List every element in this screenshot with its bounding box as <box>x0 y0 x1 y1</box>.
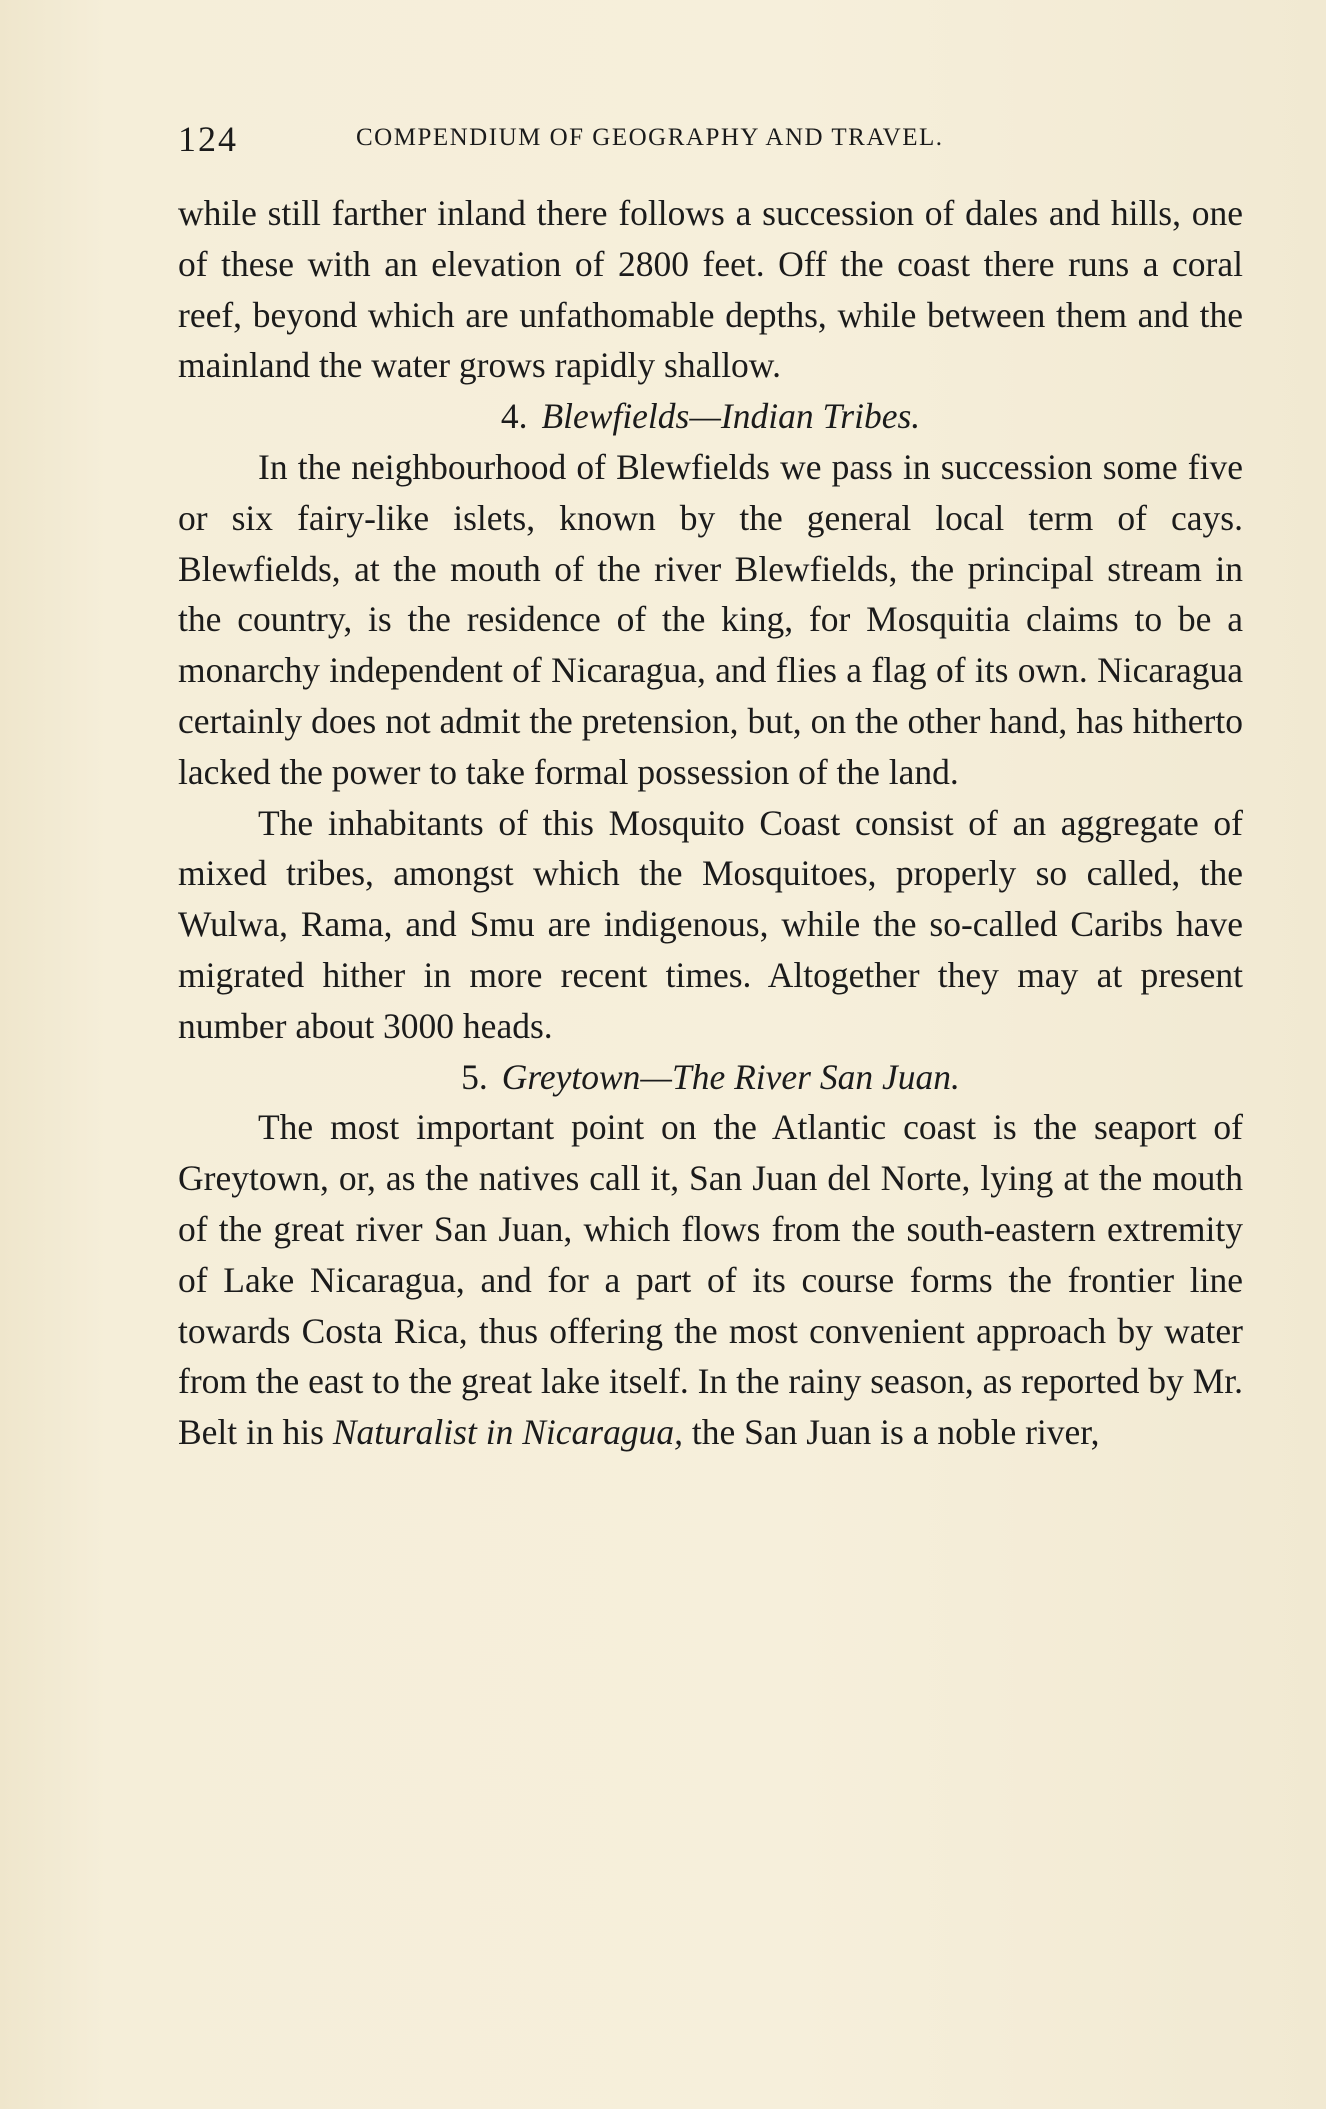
paragraph <box>178 1102 1243 1458</box>
paragraph-text: the San Juan is a noble river, <box>682 1412 1100 1453</box>
paragraph-text: The most important point on the Atlantic coast is the seaport of Greytown, or, as the natives call it, San Juan del Norte, lying at the mouth of the great river San Juan, which flows from the south-eastern extremity of Lake Nicaragua, and for a part of its course forms the frontier line towards Costa Rica, thus offering the most convenient approach by water from the east to the great lake itself. In the rainy season, as reported by Mr. Belt in his <box>178 1107 1243 1453</box>
body-text <box>178 188 1243 1458</box>
running-title: COMPENDIUM OF GEOGRAPHY AND TRAVEL. <box>356 124 944 151</box>
continuation-paragraph: while still farther inland there follows a succession of dales and hills, one of these with an elevation of 2800 feet. Off the coast there runs a coral reef, beyond which are unfathomable depths, while between them and the mainland the water grows rapidly shallow. <box>178 193 1243 386</box>
section-title: Greytown—The River San Juan. <box>501 1056 960 1097</box>
book-title: Naturalist in Nicaragua, <box>332 1412 683 1453</box>
paragraph: The inhabitants of this Mosquito Coast consist of an aggregate of mixed tribes, amongst which the Mosquitoes, properly so called, the Wulwa, Rama, and Smu are indigenous, while the so-called Caribs have migrated hither in more recent times. Altogether they may at present number about 3000 heads. <box>178 802 1243 1046</box>
page-number: 124 <box>178 119 238 159</box>
section-heading-5 <box>178 1052 1243 1103</box>
paragraph: In the neighbourhood of Blewfields we pass in succession some five or six fairy-like islets, known by the general local term of cays. Blewfields, at the mouth of the river Blewfields, the principal stream in the country, is the residence of the king, for Mosquitia claims to be a monarchy independent of Nicaragua, and flies a flag of its own. Nicaragua certainly does not admit the pretension, but, on the other hand, has hitherto lacked the power to take formal possession of the land. <box>178 446 1243 792</box>
running-head <box>178 118 1098 158</box>
section-number: 5. <box>461 1056 488 1097</box>
section-number: 4. <box>500 396 528 437</box>
section-title: Blewfields—Indian Tribes. <box>541 396 921 437</box>
section-heading-4 <box>178 391 1243 442</box>
